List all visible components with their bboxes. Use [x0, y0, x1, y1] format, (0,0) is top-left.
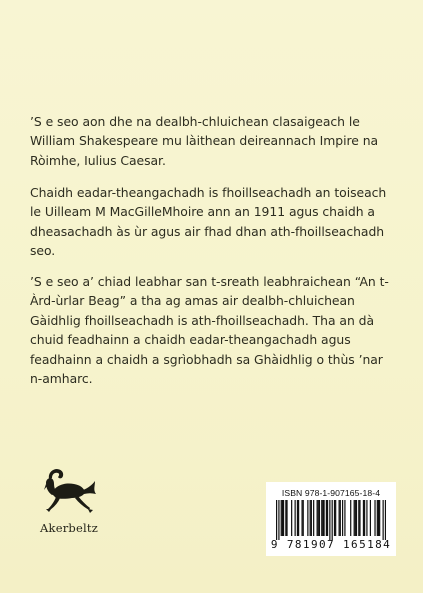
- barcode-bar: [358, 500, 359, 536]
- barcode-bar: [303, 500, 304, 536]
- barcode-bar: [317, 500, 318, 536]
- barcode-bar: [344, 500, 345, 536]
- barcode-bar: [370, 500, 371, 536]
- barcode-bar: [364, 500, 365, 536]
- barcode-bar: [335, 500, 336, 536]
- barcode-bar: [311, 500, 312, 536]
- barcode-bar: [377, 500, 378, 536]
- barcode-bar: [307, 500, 308, 536]
- barcode-bar: [383, 500, 384, 540]
- barcode-bar: [363, 500, 364, 536]
- barcode-bar: [313, 500, 314, 536]
- barcode-bar: [323, 500, 324, 536]
- barcode-bar: [301, 500, 302, 536]
- barcode-digits: 9 781907 165184: [270, 538, 392, 551]
- isbn-label: ISBN 978-1-907165-18-4: [281, 488, 381, 498]
- barcode-bar: [359, 500, 360, 536]
- barcode-bars: [276, 500, 386, 540]
- barcode-bar: [378, 500, 379, 536]
- barcode-bar: [318, 500, 319, 536]
- publisher-logo: [26, 468, 112, 544]
- isbn-barcode: [266, 482, 396, 556]
- barcode-bar: [339, 500, 340, 536]
- barcode-bar: [283, 500, 284, 536]
- barcode-bar: [355, 500, 356, 536]
- barcode-bar: [278, 500, 279, 540]
- publisher-name: Akerbeltz: [40, 521, 98, 535]
- barcode-bar: [326, 500, 327, 536]
- blurb-paragraph-1: ’S e seo aon dhe na dealbh-chluichean clasaigeach le William Shakespeare mu làithean deireannach Impire na Ròimhe, Iulius Caesar.: [30, 114, 379, 168]
- barcode-bar: [322, 500, 323, 536]
- barcode-bar: [298, 500, 299, 536]
- barcode-bar: [310, 500, 311, 536]
- barcode-bar: [297, 500, 298, 536]
- barcode-bar: [329, 500, 330, 540]
- barcode-bar: [342, 500, 343, 536]
- barcode-bar: [321, 500, 322, 536]
- barcode-bar: [332, 500, 333, 540]
- barcode-bar: [286, 500, 287, 536]
- barcode-bar: [350, 500, 351, 536]
- barcode-bar: [276, 500, 277, 540]
- barcode-bar: [281, 500, 282, 536]
- barcode-bar: [319, 500, 320, 536]
- barcode-bar: [354, 500, 355, 536]
- barcode-bar: [356, 500, 357, 536]
- barcode-bar: [282, 500, 283, 536]
- barcode-bar: [295, 500, 296, 536]
- barcode-bar: [327, 500, 328, 536]
- blurb-paragraph-3: ’S e seo a’ chiad leabhar san t-sreath leabhraichean “An t-Àrd-ùrlar Beag” a tha ag amas air dealbh-chluichean Gàidhlig fhoillseachadh is ath-fhoillseachadh. Tha an dà chuid feadhainn a chaidh eadar-theangachadh agus feadhainn a chaidh a sgrìobhadh sa Ghàidhlig o thùs ’nar n-amharc.: [30, 274, 389, 387]
- goat-icon: [38, 468, 98, 520]
- barcode-bar: [379, 500, 380, 536]
- barcode-bar: [385, 500, 386, 540]
- blurb-paragraph-2: Chaidh eadar-theangachadh is fhoillseachadh an toiseach le Uilleam M MacGilleMhoire ann an 1911 agus chaidh a dheasachadh às ùr agus air fhad dhan ath-fhoillseachadh seo.: [30, 185, 387, 259]
- barcode-bar: [340, 500, 341, 536]
- barcode-bar: [366, 500, 367, 536]
- barcode-bar: [291, 500, 292, 536]
- barcode-bar: [374, 500, 375, 536]
- barcode-bar: [334, 500, 335, 536]
- barcode-bar: [285, 500, 286, 536]
